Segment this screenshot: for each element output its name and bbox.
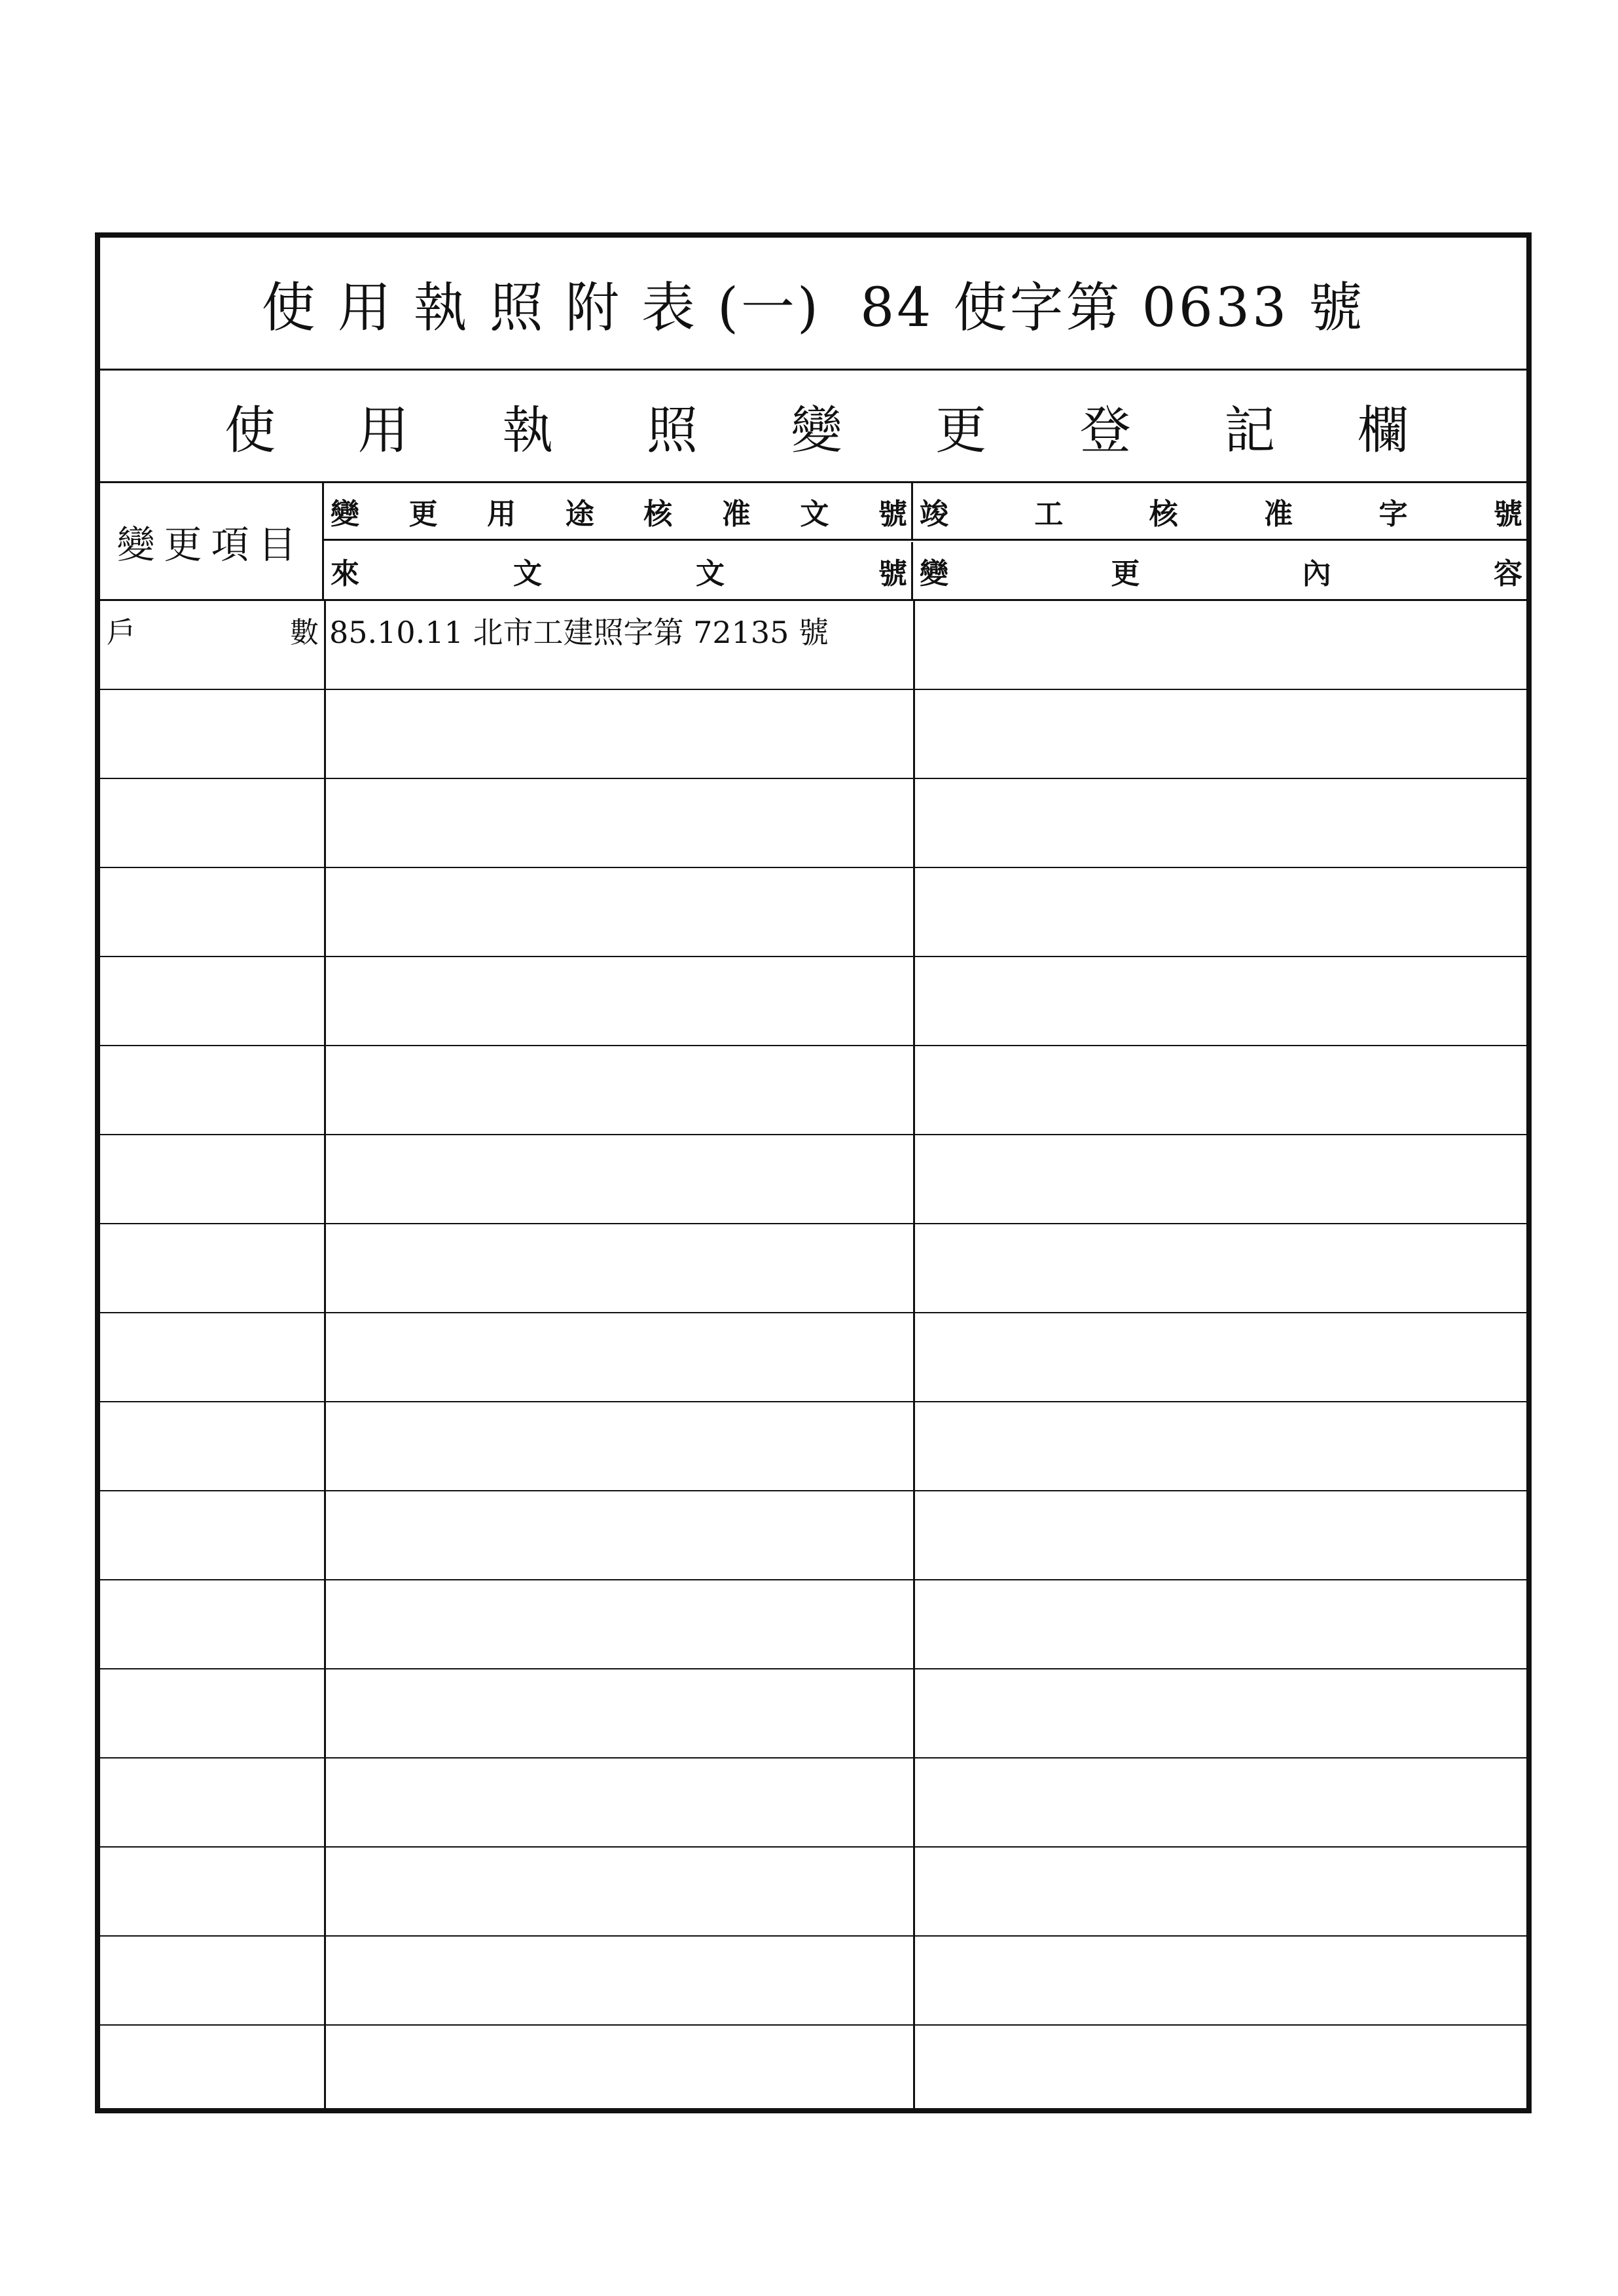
change-item-left: 戶 xyxy=(107,616,135,649)
header-char: 字 xyxy=(1378,497,1408,531)
table-row xyxy=(100,1313,1526,1402)
subtitle-row xyxy=(100,371,1526,483)
subtitle-char: 照 xyxy=(646,401,698,460)
table-row xyxy=(100,1135,1526,1224)
table-row xyxy=(100,1224,1526,1313)
header-char: 變 xyxy=(331,497,359,531)
header-char: 號 xyxy=(1493,497,1522,531)
table-row xyxy=(100,1491,1526,1580)
change-item-cell xyxy=(100,1402,324,1490)
header-char: 號 xyxy=(878,497,907,531)
change-item-cell xyxy=(100,1224,324,1312)
change-item-cell xyxy=(100,1580,324,1668)
change-item-cell xyxy=(100,1046,324,1134)
change-item-cell xyxy=(100,779,324,867)
header-char: 核 xyxy=(643,497,673,531)
change-item-cell xyxy=(100,1135,324,1223)
change-item-cell xyxy=(100,1758,324,1846)
title-row xyxy=(100,238,1526,371)
header-change-item: 變更項目 xyxy=(100,483,324,599)
change-item-right: 數 xyxy=(290,616,319,649)
header-char: 文 xyxy=(513,557,542,591)
subtitle-char: 變 xyxy=(791,401,842,460)
table-row xyxy=(100,690,1526,779)
header-char: 更 xyxy=(408,497,438,531)
table-row xyxy=(100,1046,1526,1135)
change-item-cell xyxy=(100,868,324,956)
column-divider xyxy=(913,601,915,2108)
change-item-cell xyxy=(100,601,324,689)
subtitle-char: 執 xyxy=(502,401,554,460)
table-header xyxy=(100,483,1526,601)
table-row xyxy=(100,1758,1526,1848)
header-char: 途 xyxy=(565,497,594,531)
table-row xyxy=(100,779,1526,868)
change-item-cell xyxy=(100,2026,324,2115)
header-char: 內 xyxy=(1302,557,1331,591)
change-item-cell xyxy=(100,1848,324,1935)
change-item-cell xyxy=(100,1669,324,1757)
form-title: 使 用 執 照 附 表 (一) 84 使字第 0633 號 xyxy=(261,276,1365,339)
header-char: 文 xyxy=(800,497,829,531)
subtitle-char: 使 xyxy=(225,401,276,460)
change-item-cell xyxy=(100,1491,324,1579)
table-row xyxy=(100,957,1526,1046)
subtitle-char: 更 xyxy=(935,401,987,460)
header-char: 准 xyxy=(721,497,751,531)
header-char: 用 xyxy=(487,497,516,531)
column-divider xyxy=(324,601,326,2108)
table-row xyxy=(100,1669,1526,1758)
header-approval-doc xyxy=(324,483,913,541)
header-change-content xyxy=(913,542,1526,600)
table-row xyxy=(100,1937,1526,2026)
change-item-cell xyxy=(100,957,324,1045)
subtitle-char: 登 xyxy=(1079,401,1131,460)
header-char: 容 xyxy=(1493,557,1522,591)
table-row xyxy=(100,2026,1526,2115)
header-source-doc xyxy=(324,542,913,600)
subtitle-char: 欄 xyxy=(1357,401,1409,460)
header-char: 准 xyxy=(1264,497,1293,531)
subtitle-char: 記 xyxy=(1224,401,1276,460)
table-row xyxy=(100,601,1526,690)
change-item-cell xyxy=(100,1937,324,2024)
table-row xyxy=(100,1402,1526,1491)
header-char: 竣 xyxy=(920,497,948,531)
change-item-cell xyxy=(100,690,324,778)
header-char: 號 xyxy=(878,557,907,591)
header-char: 更 xyxy=(1111,557,1140,591)
header-char: 來 xyxy=(331,557,359,591)
permit-form xyxy=(95,232,1532,2113)
header-completion-number xyxy=(913,483,1526,541)
header-char: 文 xyxy=(696,557,725,591)
change-item-cell xyxy=(100,1313,324,1401)
table-row xyxy=(100,868,1526,957)
table-row xyxy=(100,1580,1526,1669)
header-char: 變 xyxy=(920,557,948,591)
header-char: 工 xyxy=(1034,497,1064,531)
document-number-cell: 85.10.11 北市工建照字第 72135 號 xyxy=(329,615,829,650)
subtitle-char: 用 xyxy=(357,401,409,460)
table-row xyxy=(100,1848,1526,1937)
header-char: 核 xyxy=(1149,497,1178,531)
